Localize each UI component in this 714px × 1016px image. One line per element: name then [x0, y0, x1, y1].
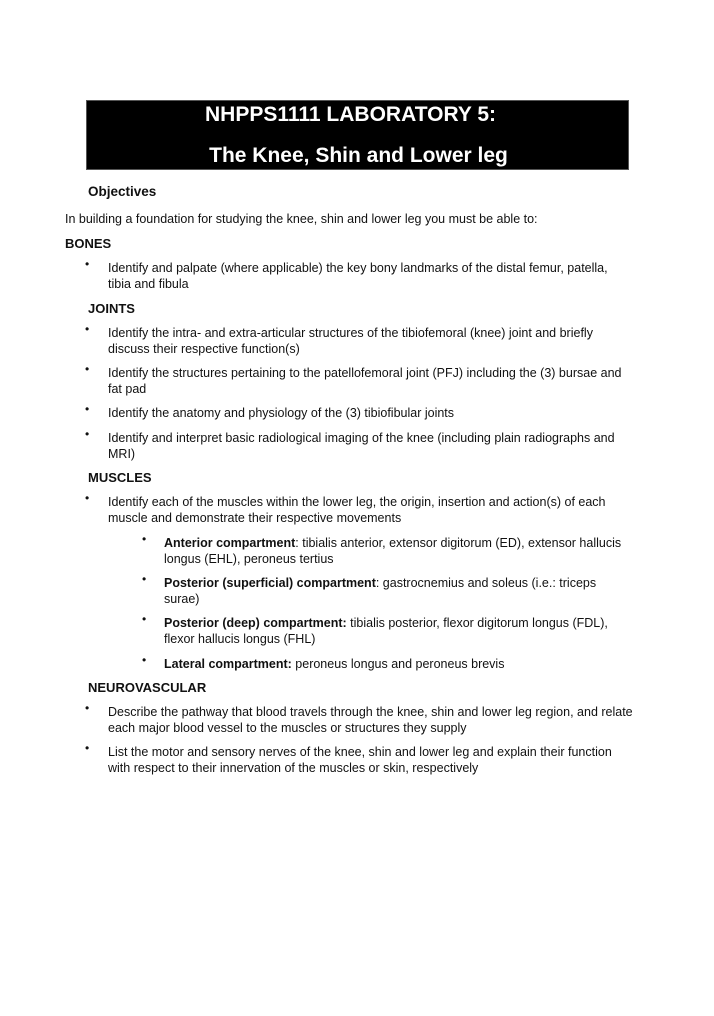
intro-text: In building a foundation for studying the knee, shin and lower leg you must be able to: [65, 212, 538, 226]
objectives-heading: Objectives [88, 184, 157, 199]
list-item-text: Identify and interpret basic radiological imaging of the knee (including plain radiographs and MRI) [108, 431, 615, 461]
list-item [85, 427, 633, 462]
list-item-text: Describe the pathway that blood travels through the knee, shin and lower leg region, and relate each major blood vessel to the muscles or structures they supply [108, 705, 633, 735]
sub-list-item [142, 572, 624, 607]
sub-list-item-text: : tibialis anterior, extensor digitorum (ED), extensor hallucis longus (EHL), peroneus tertius [164, 536, 622, 566]
bullet-icon: • [85, 427, 90, 441]
section-heading-neurovascular: NEUROVASCULAR [88, 680, 207, 695]
title-banner [86, 100, 629, 170]
sub-list-item [142, 653, 624, 672]
bullet-icon: • [85, 701, 90, 715]
section-heading-bones: BONES [65, 236, 112, 251]
title-line-1: NHPPS1111 LABORATORY 5: [205, 103, 496, 126]
sub-list-item-text: peroneus longus and peroneus brevis [291, 657, 505, 671]
bullet-icon: • [142, 612, 147, 626]
list-item [85, 402, 633, 421]
list-item [85, 322, 633, 357]
sub-list-item-text: : gastrocnemius and soleus (i.e.: triceps surae) [164, 576, 597, 606]
bullet-icon: • [85, 257, 90, 271]
list-item-text: Identify the anatomy and physiology of the (3) tibiofibular joints [108, 406, 455, 420]
list-item [85, 257, 633, 292]
list-item-text: Identify the structures pertaining to the patellofemoral joint (PFJ) including the (3) bursae and fat pad [108, 366, 622, 396]
bullet-icon: • [85, 402, 90, 416]
list-item-text: Identify the intra- and extra-articular structures of the tibiofemoral (knee) joint and briefly discuss their respective function(s) [108, 326, 593, 356]
bullet-icon: • [142, 572, 147, 586]
bullet-icon: • [85, 362, 90, 376]
section-heading-joints: JOINTS [88, 301, 135, 316]
list-item-text: Identify and palpate (where applicable) the key bony landmarks of the distal femur, patella, tibia and fibula [108, 261, 608, 291]
section-heading-muscles: MUSCLES [88, 470, 152, 485]
list-item [85, 741, 633, 776]
sub-list-item-text: tibialis posterior, flexor digitorum longus (FDL), flexor hallucis longus (FHL) [164, 616, 608, 646]
bullet-icon: • [142, 653, 147, 667]
list-item-text: Identify each of the muscles within the lower leg, the origin, insertion and action(s) of each muscle and demonstrate their respective movements [108, 495, 606, 525]
bullet-icon: • [85, 322, 90, 336]
bullet-icon: • [142, 532, 147, 546]
bullet-icon: • [85, 741, 90, 755]
sub-list-item-label: Lateral compartment: [164, 657, 292, 671]
list-item [85, 491, 633, 526]
list-item-text: List the motor and sensory nerves of the knee, shin and lower leg and explain their function with respect to their innervation of the muscles or skin, respectively [108, 745, 612, 775]
bullet-icon: • [85, 491, 90, 505]
list-item [85, 362, 633, 397]
list-item [85, 701, 633, 736]
sub-list-item [142, 612, 624, 647]
sub-list-item-label: Posterior (superficial) compartment [164, 576, 376, 590]
title-line-2: The Knee, Shin and Lower leg [209, 144, 508, 167]
sub-list-item [142, 532, 624, 567]
sub-list-item-label: Anterior compartment [164, 536, 296, 550]
sub-list-item-label: Posterior (deep) compartment: [164, 616, 347, 630]
